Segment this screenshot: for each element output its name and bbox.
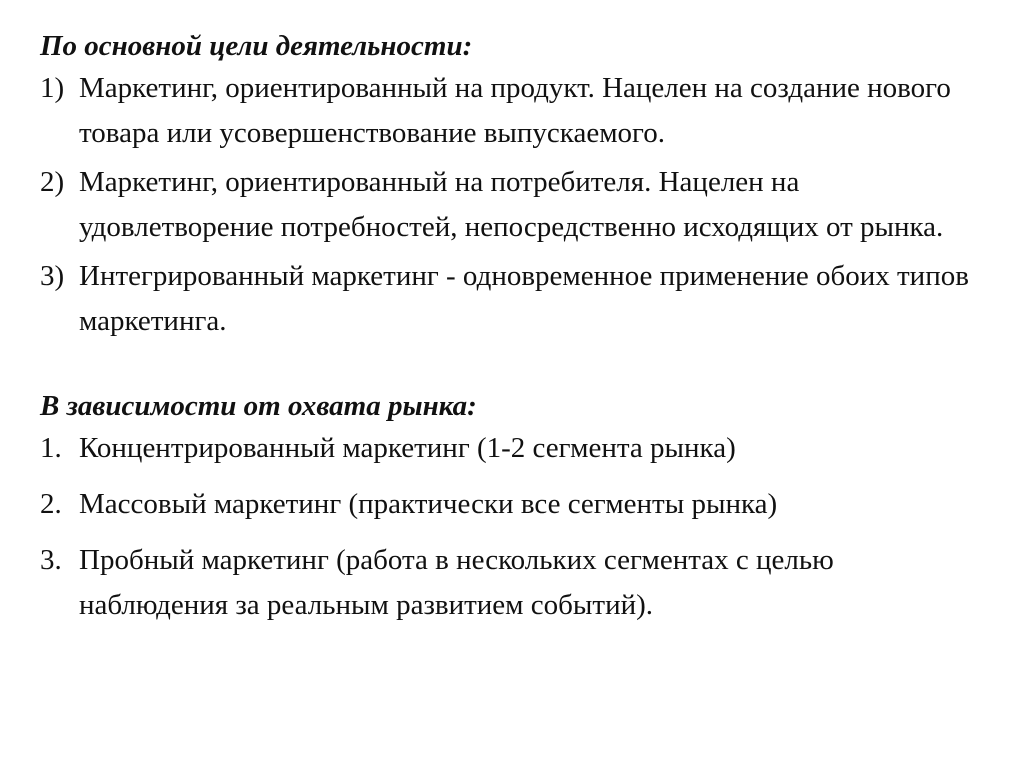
list-marker: 2. — [40, 488, 62, 520]
list-item — [40, 538, 990, 628]
list-item-text: Концентрированный маркетинг (1-2 сегмента рынка) — [79, 432, 736, 464]
coverage-list — [40, 426, 990, 628]
section-spacer — [40, 348, 990, 386]
list-item — [40, 426, 990, 471]
section-title-coverage: В зависимости от охвата рынка: — [40, 390, 477, 422]
list-item-text: Маркетинг, ориентированный на продукт. Нацелен на создание нового товара или усовершенствование выпускаемого. — [79, 72, 951, 149]
list-item-text: Пробный маркетинг (работа в нескольких сегментах с целью наблюдения за реальным развитием событий). — [79, 544, 834, 621]
list-marker: 3) — [40, 260, 65, 292]
purpose-list — [40, 66, 990, 344]
list-marker: 1) — [40, 72, 65, 104]
list-item — [40, 254, 990, 344]
list-item — [40, 160, 990, 250]
list-item-text: Маркетинг, ориентированный на потребителя. Нацелен на удовлетворение потребностей, непосредственно исходящих от рынка. — [79, 166, 944, 243]
list-marker: 2) — [40, 166, 65, 198]
list-marker: 1. — [40, 432, 62, 464]
list-item — [40, 482, 990, 527]
slide-content — [40, 26, 990, 639]
list-item-text: Интегрированный маркетинг - одновременное применение обоих типов маркетинга. — [79, 260, 969, 337]
list-marker: 3. — [40, 544, 62, 576]
list-item — [40, 66, 990, 156]
section-title-purpose: По основной цели деятельности: — [40, 30, 473, 62]
list-item-text: Массовый маркетинг (практически все сегменты рынка) — [79, 488, 778, 520]
